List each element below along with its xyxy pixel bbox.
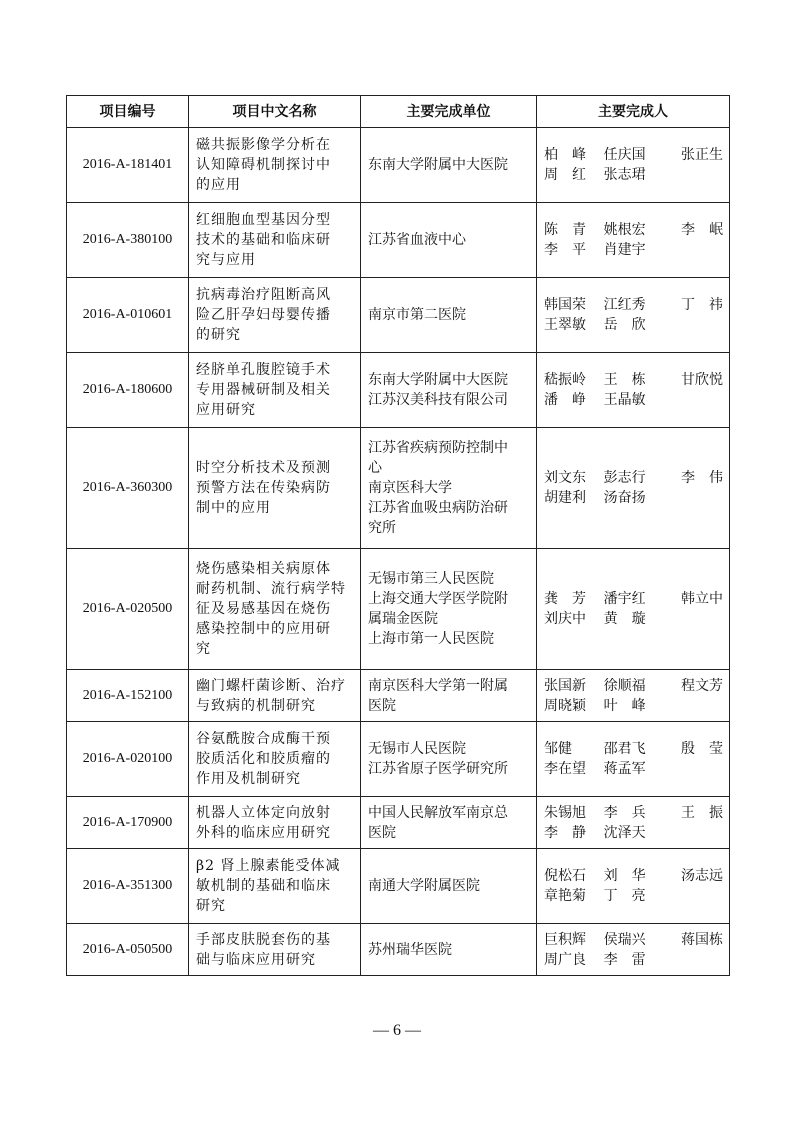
project-title — [189, 670, 361, 722]
people-line — [544, 145, 723, 165]
main-people — [537, 924, 730, 976]
project-code: 2016-A-020100 — [67, 722, 189, 797]
unit-line: 无锡市第三人民医院 — [368, 571, 494, 587]
person-name: 龚 芳 — [544, 591, 586, 607]
person-name: 韩国荣 — [544, 297, 586, 313]
person-name: 陈 青 — [544, 222, 586, 238]
project-title — [189, 797, 361, 849]
main-people — [537, 722, 730, 797]
people-line — [544, 220, 723, 240]
main-unit — [361, 428, 537, 549]
unit-line: 究所 — [368, 520, 396, 536]
people-line — [544, 803, 723, 823]
person-name: 蒋国栋 — [681, 931, 724, 948]
project-title-line: 谷氨酰胺合成酶干预 — [196, 731, 331, 747]
people-line — [544, 165, 723, 185]
person-name: 潘 峥 — [544, 392, 586, 408]
project-title-line: 手部皮肤脱套伤的基 — [196, 931, 331, 948]
person-name: 侯瑞兴 — [603, 931, 646, 948]
unit-line: 江苏省血吸虫病防治研 — [368, 500, 508, 516]
person-name: 王翠敏 — [544, 317, 586, 333]
empty-slot — [663, 390, 723, 410]
table-row — [67, 128, 730, 203]
table-row — [67, 549, 730, 670]
person-name: 殷 莹 — [681, 741, 724, 757]
project-title-line: 认知障碍机制探讨中 — [196, 157, 331, 173]
person-name: 周广良 — [544, 951, 586, 968]
project-title-line: 耐药机制、流行病学特 — [196, 581, 346, 597]
main-people — [537, 549, 730, 670]
project-title-line: 的研究 — [196, 327, 241, 343]
project-code: 2016-A-050500 — [67, 924, 189, 976]
empty-slot — [663, 823, 723, 843]
project-code: 2016-A-010601 — [67, 278, 189, 353]
main-unit — [361, 722, 537, 797]
project-title — [189, 203, 361, 278]
project-title — [189, 428, 361, 549]
unit-line: 医院 — [368, 824, 396, 841]
person-name: 刘 华 — [603, 868, 646, 884]
project-title-line: 征及易感基因在烧伤 — [196, 601, 331, 617]
unit-line: 东南大学附属中大医院 — [368, 372, 508, 388]
table-row — [67, 797, 730, 849]
project-title-line: 究 — [196, 641, 211, 657]
table-row — [67, 670, 730, 722]
table-row — [67, 353, 730, 428]
people-line — [544, 295, 723, 315]
person-name: 李 静 — [544, 824, 586, 841]
project-title-line: 幽门螺杆菌诊断、治疗 — [196, 677, 346, 694]
person-name: 邹健 — [544, 741, 572, 757]
empty-slot — [663, 950, 723, 970]
people-line — [544, 676, 723, 696]
people-line — [544, 823, 723, 843]
people-line — [544, 950, 723, 970]
people-line — [544, 370, 723, 390]
person-name: 倪松石 — [544, 868, 586, 884]
project-title-line: 敏机制的基础和临床 — [196, 878, 331, 894]
unit-line: 南京医科大学第一附属 — [368, 677, 508, 694]
unit-line: 南通大学附属医院 — [368, 878, 480, 894]
person-name: 汤奋扬 — [603, 490, 646, 506]
person-name: 柏 峰 — [544, 147, 586, 163]
page-number: — 6 — — [373, 1022, 421, 1039]
person-name: 沈泽天 — [603, 824, 646, 841]
people-line — [544, 240, 723, 260]
people-line — [544, 866, 723, 886]
project-title-line: 研究 — [196, 898, 226, 914]
project-title-line: 险乙肝孕妇母婴传播 — [196, 307, 331, 323]
people-line — [544, 589, 723, 609]
main-people — [537, 278, 730, 353]
project-title — [189, 128, 361, 203]
project-title-line: 预警方法在传染病防 — [196, 480, 331, 496]
project-title — [189, 722, 361, 797]
people-line — [544, 390, 723, 410]
project-title-line: 红细胞血型基因分型 — [196, 212, 331, 228]
empty-slot — [663, 886, 723, 906]
main-unit — [361, 203, 537, 278]
unit-line: 上海交通大学医学院附 — [368, 591, 508, 607]
table-row — [67, 849, 730, 924]
main-people — [537, 849, 730, 924]
project-title-line: 机器人立体定向放射 — [196, 804, 331, 821]
project-code: 2016-A-020500 — [67, 549, 189, 670]
header-main-unit: 主要完成单位 — [361, 96, 537, 128]
unit-line: 医院 — [368, 697, 396, 714]
table-body — [67, 128, 730, 976]
empty-slot — [663, 240, 723, 260]
header-project-code: 项目编号 — [67, 96, 189, 128]
project-title — [189, 549, 361, 670]
project-title-line: 经脐单孔腹腔镜手术 — [196, 362, 331, 378]
people-line — [544, 468, 723, 488]
people-line — [544, 488, 723, 508]
people-line — [544, 696, 723, 716]
people-line — [544, 739, 723, 759]
people-line — [544, 609, 723, 629]
unit-line: 江苏汉美科技有限公司 — [368, 392, 508, 408]
person-name: 韩立中 — [681, 591, 724, 607]
empty-slot — [663, 315, 723, 335]
empty-slot — [663, 609, 723, 629]
project-title-line: 技术的基础和临床研 — [196, 232, 331, 248]
project-title-line: 胶质活化和胶质瘤的 — [196, 751, 331, 767]
unit-line: 无锡市人民医院 — [368, 741, 466, 757]
unit-line: 南京医科大学 — [368, 480, 452, 496]
person-name: 刘文东 — [544, 470, 586, 486]
main-people — [537, 203, 730, 278]
main-people — [537, 797, 730, 849]
person-name: 周 红 — [544, 167, 586, 183]
person-name: 嵇振岭 — [544, 372, 586, 388]
person-name: 李 平 — [544, 242, 586, 258]
table-row — [67, 278, 730, 353]
table-row — [67, 924, 730, 976]
table-row — [67, 203, 730, 278]
main-people — [537, 428, 730, 549]
person-name: 王晶敏 — [603, 392, 646, 408]
person-name: 胡建利 — [544, 490, 586, 506]
project-title-line: 应用研究 — [196, 402, 256, 418]
empty-slot — [663, 165, 723, 185]
main-unit — [361, 128, 537, 203]
project-title-line: β2 肾上腺素能受体减 — [196, 858, 341, 874]
project-title — [189, 849, 361, 924]
unit-line: 上海市第一人民医院 — [368, 631, 494, 647]
unit-line: 江苏省血液中心 — [368, 232, 466, 248]
person-name: 丁 亮 — [603, 888, 646, 904]
project-title-line: 专用器械研制及相关 — [196, 382, 331, 398]
person-name: 汤志远 — [681, 868, 724, 884]
project-title-line: 与致病的机制研究 — [196, 697, 316, 714]
header-project-name: 项目中文名称 — [189, 96, 361, 128]
unit-line: 江苏省原子医学研究所 — [368, 761, 508, 777]
main-people — [537, 670, 730, 722]
person-name: 肖建宇 — [603, 242, 646, 258]
project-title-line: 究与应用 — [196, 252, 256, 268]
project-title-line: 制中的应用 — [196, 500, 271, 516]
main-unit — [361, 924, 537, 976]
project-title-line: 外科的临床应用研究 — [196, 824, 331, 841]
person-name: 蒋孟军 — [603, 761, 646, 777]
person-name: 刘庆中 — [544, 611, 586, 627]
person-name: 章艳菊 — [544, 888, 586, 904]
project-title-line: 感染控制中的应用研 — [196, 621, 331, 637]
person-name: 任庆国 — [603, 147, 646, 163]
person-name: 王 栋 — [603, 372, 646, 388]
main-unit — [361, 278, 537, 353]
project-code: 2016-A-180600 — [67, 353, 189, 428]
project-code: 2016-A-360300 — [67, 428, 189, 549]
project-title-line: 磁共振影像学分析在 — [196, 137, 331, 153]
person-name: 李 兵 — [603, 804, 646, 821]
empty-slot — [663, 488, 723, 508]
person-name: 潘宇红 — [603, 591, 646, 607]
empty-slot — [663, 759, 723, 779]
person-name: 邵君飞 — [603, 741, 646, 757]
person-name: 姚根宏 — [603, 222, 646, 238]
person-name: 李 雷 — [603, 951, 646, 968]
people-line — [544, 886, 723, 906]
project-code: 2016-A-170900 — [67, 797, 189, 849]
unit-line: 南京市第二医院 — [368, 307, 466, 323]
person-name: 甘欣悦 — [681, 372, 724, 388]
unit-line: 苏州瑞华医院 — [368, 941, 452, 958]
people-line — [544, 930, 723, 950]
project-code: 2016-A-351300 — [67, 849, 189, 924]
main-unit — [361, 549, 537, 670]
people-line — [544, 759, 723, 779]
person-name: 张正生 — [681, 147, 724, 163]
main-unit — [361, 353, 537, 428]
project-table — [66, 95, 730, 976]
person-name: 程文芳 — [681, 677, 724, 694]
main-people — [537, 128, 730, 203]
person-name: 江红秀 — [603, 297, 646, 313]
table-header-row — [67, 96, 730, 128]
main-unit — [361, 670, 537, 722]
person-name: 叶 峰 — [603, 697, 646, 714]
unit-line: 属瑞金医院 — [368, 611, 438, 627]
unit-line: 东南大学附属中大医院 — [368, 157, 508, 173]
table-row — [67, 428, 730, 549]
project-title — [189, 278, 361, 353]
person-name: 丁 祎 — [681, 297, 724, 313]
people-line — [544, 315, 723, 335]
person-name: 李 岷 — [681, 222, 724, 238]
empty-slot — [663, 696, 723, 716]
person-name: 周晓颖 — [544, 697, 586, 714]
person-name: 彭志行 — [603, 470, 646, 486]
main-unit — [361, 849, 537, 924]
project-title — [189, 924, 361, 976]
person-name: 张国新 — [544, 677, 586, 694]
person-name: 李 伟 — [681, 470, 724, 486]
person-name: 朱锡旭 — [544, 804, 586, 821]
project-title-line: 烧伤感染相关病原体 — [196, 561, 331, 577]
person-name: 黄 璇 — [603, 611, 646, 627]
project-code: 2016-A-152100 — [67, 670, 189, 722]
project-title-line: 时空分析技术及预测 — [196, 460, 331, 476]
project-title — [189, 353, 361, 428]
person-name: 岳 欣 — [603, 317, 646, 333]
table-row — [67, 722, 730, 797]
person-name: 张志珺 — [603, 167, 646, 183]
project-code: 2016-A-380100 — [67, 203, 189, 278]
person-name: 李在望 — [544, 761, 586, 777]
person-name: 徐顺福 — [603, 677, 646, 694]
unit-line: 中国人民解放军南京总 — [368, 804, 508, 821]
main-people — [537, 353, 730, 428]
person-name: 巨积辉 — [544, 931, 586, 948]
header-main-people: 主要完成人 — [537, 96, 730, 128]
person-name: 王 振 — [681, 804, 724, 821]
project-title-line: 的应用 — [196, 177, 241, 193]
unit-line: 心 — [368, 460, 382, 476]
main-unit — [361, 797, 537, 849]
project-code: 2016-A-181401 — [67, 128, 189, 203]
project-title-line: 础与临床应用研究 — [196, 951, 316, 968]
project-title-line: 抗病毒治疗阻断高风 — [196, 287, 331, 303]
unit-line: 江苏省疾病预防控制中 — [368, 440, 508, 456]
project-title-line: 作用及机制研究 — [196, 771, 301, 787]
